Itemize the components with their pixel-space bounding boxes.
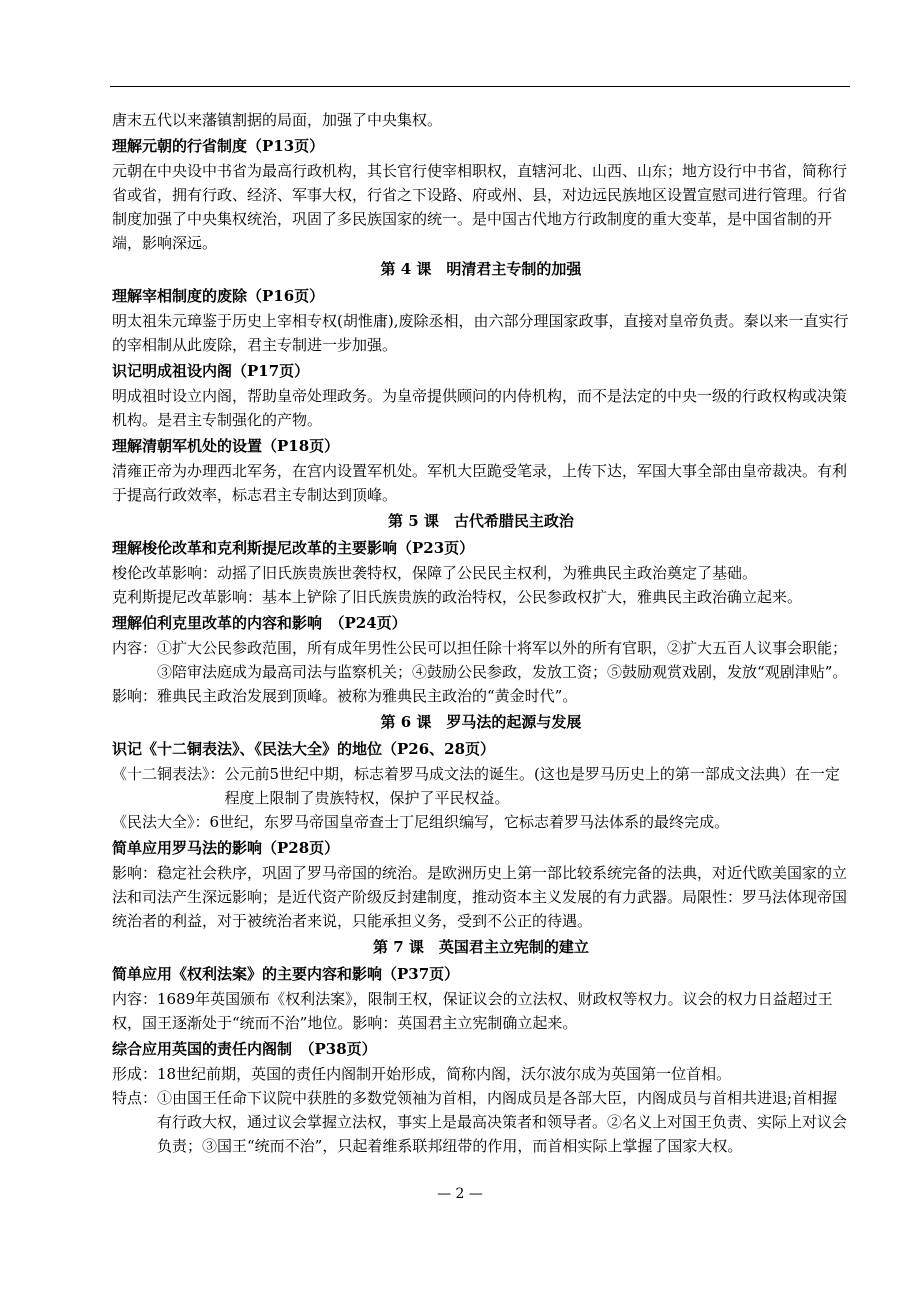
paragraph: 形成：18世纪前期，英国的责任内阁制开始形成，简称内阁，沃尔波尔成为英国第一位首相。 xyxy=(112,1065,732,1083)
lesson-title: 第 6 课 罗马法的起源与发展 xyxy=(380,713,582,731)
lesson-title: 第 4 课 明清君主专制的加强 xyxy=(380,260,582,278)
section-heading: 简单应用《权利法案》的主要内容和影响（P37页） xyxy=(112,965,460,983)
section-heading: 简单应用罗马法的影响（P28页） xyxy=(112,839,340,857)
header-rule xyxy=(110,86,850,87)
section-heading: 识记明成祖设内阁（P17页） xyxy=(112,362,310,380)
section-heading: 理解清朝军机处的设置（P18页） xyxy=(112,437,340,455)
section-heading: 识记《十二铜表法》、《民法大全》的地位（P26、28页） xyxy=(112,740,496,758)
paragraph: 清雍正帝为办理西北军务，在宫内设置军机处。军机大臣跪受笔录，上传下达，军国大事全部由皇帝裁决。有利于提高行政效率，标志君主专制达到顶峰。 xyxy=(112,462,848,504)
item-text: 6世纪，东罗马帝国皇帝查士丁尼组织编写，它标志着罗马法体系的最终完成。 xyxy=(209,813,730,831)
paragraph: 元朝在中央设中书省为最高行政机构，其长官行使宰相职权，直辖河北、山西、山东；地方设行中书省，简称行省或省，拥有行政、经济、军事大权，行省之下设路、府或州、县，对边远民族地区设置宣慰司进行管理。行省制度加强了中央集权统治，巩固了多民族国家的统一。是中国古代地方行政制度的重大变革，是中国省制的开端，影响深远。 xyxy=(112,162,848,252)
page-content xyxy=(112,108,850,1158)
item-label: 《民法大全》： xyxy=(112,813,210,831)
paragraph: 梭伦改革影响：动摇了旧氏族贵族世袭特权，保障了公民民主权利，为雅典民主政治奠定了基础。 xyxy=(112,564,758,582)
paragraph: 克利斯提尼改革影响：基本上铲除了旧氏族贵族的政治特权，公民参政权扩大，雅典民主政治确立起来。 xyxy=(112,588,803,606)
hanging-paragraph xyxy=(112,810,850,834)
section-heading: 理解元朝的行省制度（P13页） xyxy=(112,137,325,155)
paragraph: 明太祖朱元璋鉴于历史上宰相专权(胡惟庸),废除丞相，由六部分理国家政事，直接对皇帝负责。秦以来一直实行的宰相制从此废除，君主专制进一步加强。 xyxy=(112,312,849,354)
paragraph: 影响：雅典民主政治发展到顶峰。被称为雅典民主政治的“黄金时代”。 xyxy=(112,687,578,705)
item-label: 《十二铜表法》： xyxy=(112,765,225,783)
item-text: ①扩大公民参政范围，所有成年男性公民可以担任除十将军以外的所有官职，②扩大五百人议事会职能；③陪审法庭成为最高司法与监察机关；④鼓励公民参政，发放工资；⑤鼓励观赏戏剧，发放“观剧津贴”。 xyxy=(157,639,848,681)
section-heading: 理解伯利克里改革的内容和影响 （P24页） xyxy=(112,614,407,632)
section-heading: 理解宰相制度的废除（P16页） xyxy=(112,287,325,305)
item-label: 特点： xyxy=(112,1089,158,1107)
hanging-paragraph xyxy=(112,1086,850,1158)
paragraph: 影响：稳定社会秩序，巩固了罗马帝国的统治。是欧洲历史上第一部比较系统完备的法典，对近代欧美国家的立法和司法产生深远影响；是近代资产阶级反封建制度，推动资本主义发展的有力武器。局限性：罗马法体现帝国统治者的利益，对于被统治者来说，只能承担义务，受到不公正的待遇。 xyxy=(112,864,848,930)
hanging-paragraph xyxy=(112,636,850,684)
paragraph: 明成祖时设立内阁，帮助皇帝处理政务。为皇帝提供顾问的内侍机构，而不是法定的中央一级的行政权构或决策机构。是君主专制强化的产物。 xyxy=(112,387,848,429)
lesson-title: 第 7 课 英国君主立宪制的建立 xyxy=(373,938,589,956)
paragraph: 唐末五代以来藩镇割据的局面，加强了中央集权。 xyxy=(112,111,443,129)
section-heading: 理解梭伦改革和克利斯提尼改革的主要影响（P23页） xyxy=(112,539,475,557)
item-text: ①由国王任命下议院中获胜的多数党领袖为首相，内阁成员是各部大臣，内阁成员与首相共进退;首相握有行政大权，通过议会掌握立法权，事实上是最高决策者和领导者。②名义上对国王负责、实际上对议会负责；③国王“统而不治”，只起着维系联邦纽带的作用，而首相实际上掌握了国家大权。 xyxy=(157,1089,848,1155)
hanging-paragraph xyxy=(112,762,850,810)
paragraph: 内容：1689年英国颁布《权利法案》，限制王权，保证议会的立法权、财政权等权力。议会的权力日益超过王权，国王逐渐处于“统而不治”地位。影响：英国君主立宪制确立起来。 xyxy=(112,990,833,1032)
page-number: — 2 — xyxy=(437,1186,483,1202)
lesson-title: 第 5 课 古代希腊民主政治 xyxy=(388,512,574,530)
item-label: 内容： xyxy=(112,639,158,657)
item-text: 公元前5世纪中期，标志着罗马成文法的诞生。(这也是罗马历史上的第一部成文法典）在一定程度上限制了贵族特权，保护了平民权益。 xyxy=(224,765,840,807)
section-heading: 综合应用英国的责任内阁制 （P38页） xyxy=(112,1040,377,1058)
